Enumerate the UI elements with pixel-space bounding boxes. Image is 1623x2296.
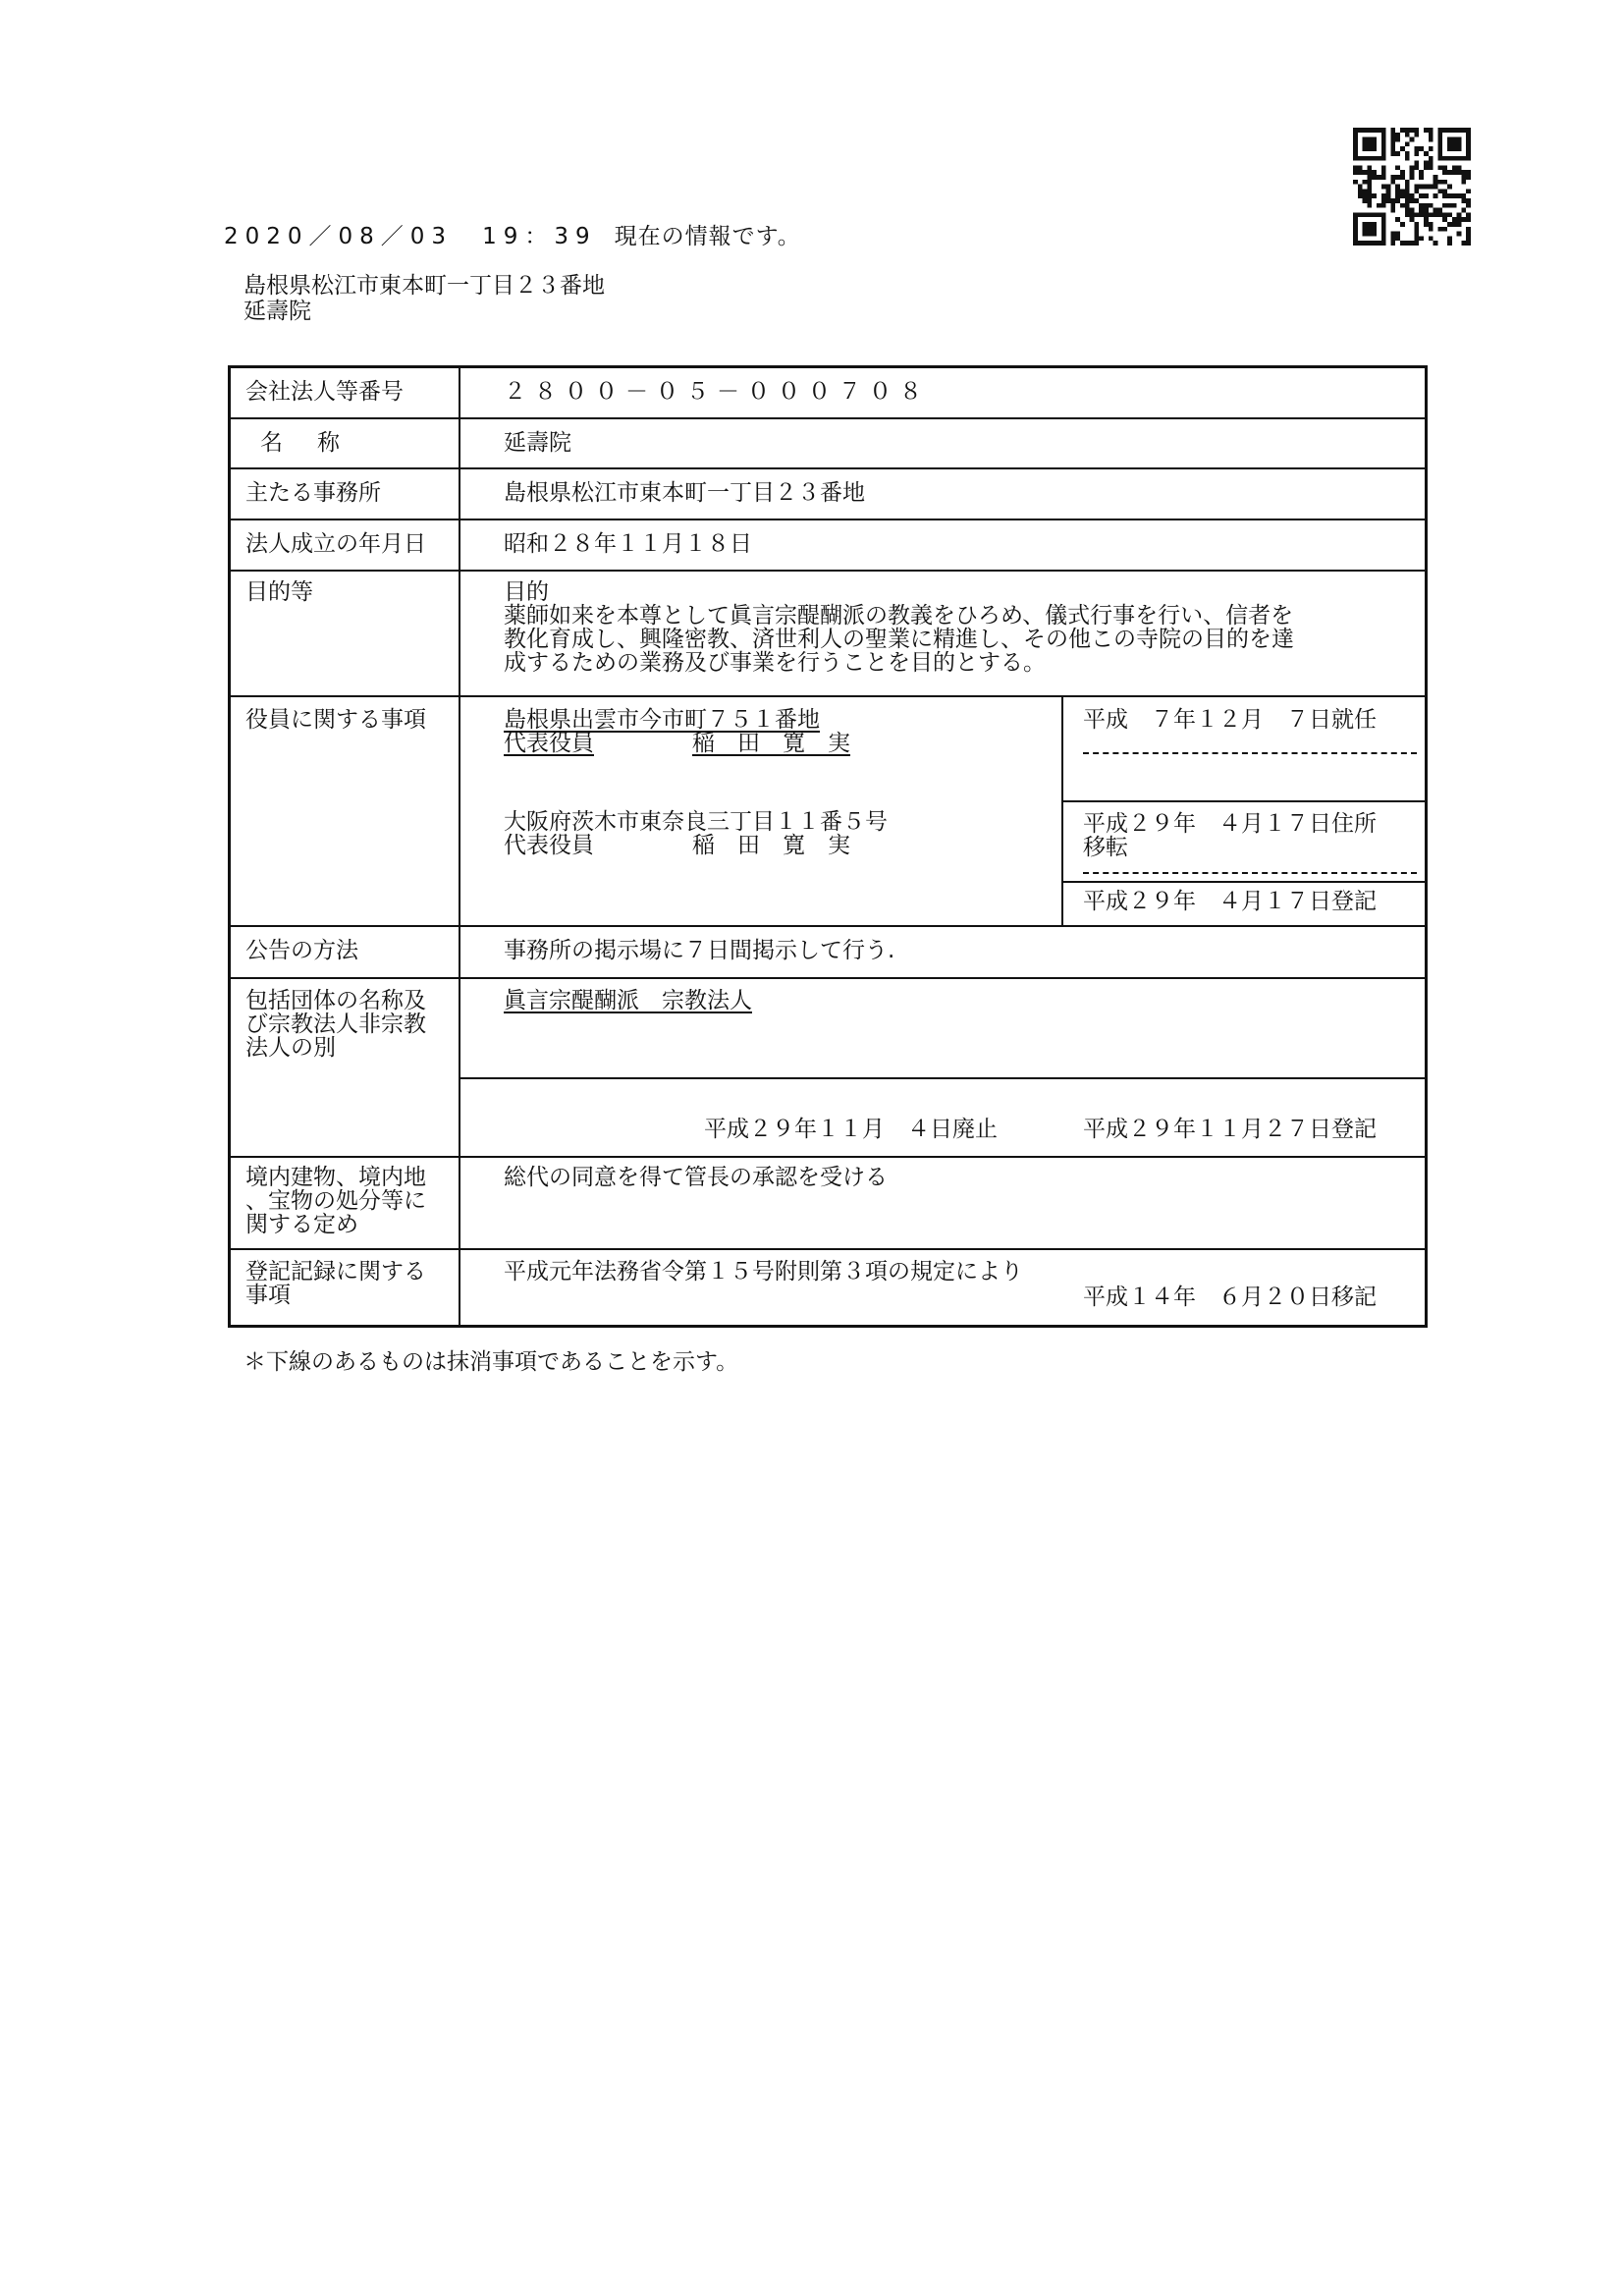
address-line: 島根県松江市東本町一丁目２３番地 <box>243 273 605 299</box>
label-parent-line: び宗教法人非宗教 <box>245 1011 426 1037</box>
header-line <box>224 218 801 250</box>
label-property-line: 、宝物の処分等に <box>245 1188 426 1214</box>
label-officers: 役員に関する事項 <box>245 707 426 733</box>
row-divider <box>231 695 1425 697</box>
officer1-date: 平成 ７年１２月 ７日就任 <box>1083 707 1377 733</box>
current-info-text: 現在の情報です。 <box>614 224 801 249</box>
name-line: 延壽院 <box>243 299 311 324</box>
row-divider <box>231 417 1425 419</box>
value-parent: 眞言宗醍醐派 宗教法人 <box>504 988 752 1013</box>
row-divider <box>231 467 1425 469</box>
parent-registered: 平成２９年１１月２７日登記 <box>1083 1117 1377 1142</box>
value-notice: 事務所の掲示場に７日間掲示して行う. <box>504 938 895 963</box>
purpose-line: 薬師如来を本尊として眞言宗醍醐派の教義をひろめ、儀式行事を行い、信者を <box>504 603 1294 629</box>
label-parent-line: 法人の別 <box>245 1035 336 1061</box>
parent-sub-divider <box>459 1077 1425 1079</box>
record-date: 平成１４年 ６月２０日移記 <box>1083 1285 1377 1310</box>
row-divider <box>231 977 1425 979</box>
purpose-line: 教化育成し、興隆密教、済世利人の聖業に精進し、その他この寺院の目的を達 <box>504 627 1294 652</box>
officer2-address: 大阪府茨木市東奈良三丁目１１番５号 <box>504 809 888 835</box>
row-divider <box>231 570 1425 572</box>
officer2-registered: 平成２９年 ４月１７日登記 <box>1083 889 1377 914</box>
label-parent-line: 包括団体の名称及 <box>245 988 426 1013</box>
parent-abolished: 平成２９年１１月 ４日廃止 <box>704 1117 998 1142</box>
officer-sub-divider <box>1061 881 1425 883</box>
value-established: 昭和２８年１１月１８日 <box>504 531 752 557</box>
label-corp-number: 会社法人等番号 <box>245 379 404 405</box>
row-divider <box>231 519 1425 520</box>
timestamp: 2020／08／03 19：39 <box>224 224 597 249</box>
officer1-person: 稲 田 寛 実 <box>692 731 850 756</box>
officer-dashed-line <box>1083 752 1417 754</box>
officer2-person: 稲 田 寛 実 <box>692 833 850 858</box>
officer2-moved-line1: 平成２９年 ４月１７日住所 <box>1083 811 1377 837</box>
label-notice: 公告の方法 <box>245 938 358 963</box>
label-property-line: 境内建物、境内地 <box>245 1165 426 1190</box>
officer-date-divider <box>1061 695 1063 925</box>
label-property-line: 関する定め <box>245 1212 358 1237</box>
label-office: 主たる事務所 <box>245 480 381 506</box>
purpose-heading: 目的 <box>504 579 549 605</box>
officer2-moved-line2: 移転 <box>1083 835 1128 860</box>
row-divider <box>231 1156 1425 1158</box>
label-record-line: 事項 <box>245 1283 291 1308</box>
officer1-role: 代表役員 <box>504 731 594 756</box>
row-divider <box>231 925 1425 927</box>
qr-code-icon <box>1353 128 1471 246</box>
value-record: 平成元年法務省令第１５号附則第３項の規定により <box>504 1259 1023 1285</box>
value-corp-number: ２８００－０５－０００７０８ <box>504 379 930 405</box>
value-office: 島根県松江市東本町一丁目２３番地 <box>504 480 865 506</box>
label-established: 法人成立の年月日 <box>245 531 426 557</box>
label-name: 名 称 <box>260 430 346 456</box>
address-block <box>243 273 605 324</box>
value-name: 延壽院 <box>504 430 571 456</box>
officer1-address: 島根県出雲市今市町７５１番地 <box>504 707 820 733</box>
footnote: ＊下線のあるものは抹消事項であることを示す。 <box>243 1349 739 1375</box>
value-property: 総代の同意を得て管長の承認を受ける <box>504 1165 888 1190</box>
purpose-line: 成するための業務及び事業を行うことを目的とする。 <box>504 650 1046 676</box>
column-divider <box>459 368 460 1325</box>
label-record-line: 登記記録に関する <box>245 1259 426 1285</box>
registry-table <box>228 365 1428 1328</box>
label-purpose: 目的等 <box>245 579 313 605</box>
officer-sub-divider <box>1061 800 1425 802</box>
row-divider <box>231 1248 1425 1250</box>
officer-dashed-line <box>1083 872 1417 874</box>
officer2-role: 代表役員 <box>504 833 594 858</box>
